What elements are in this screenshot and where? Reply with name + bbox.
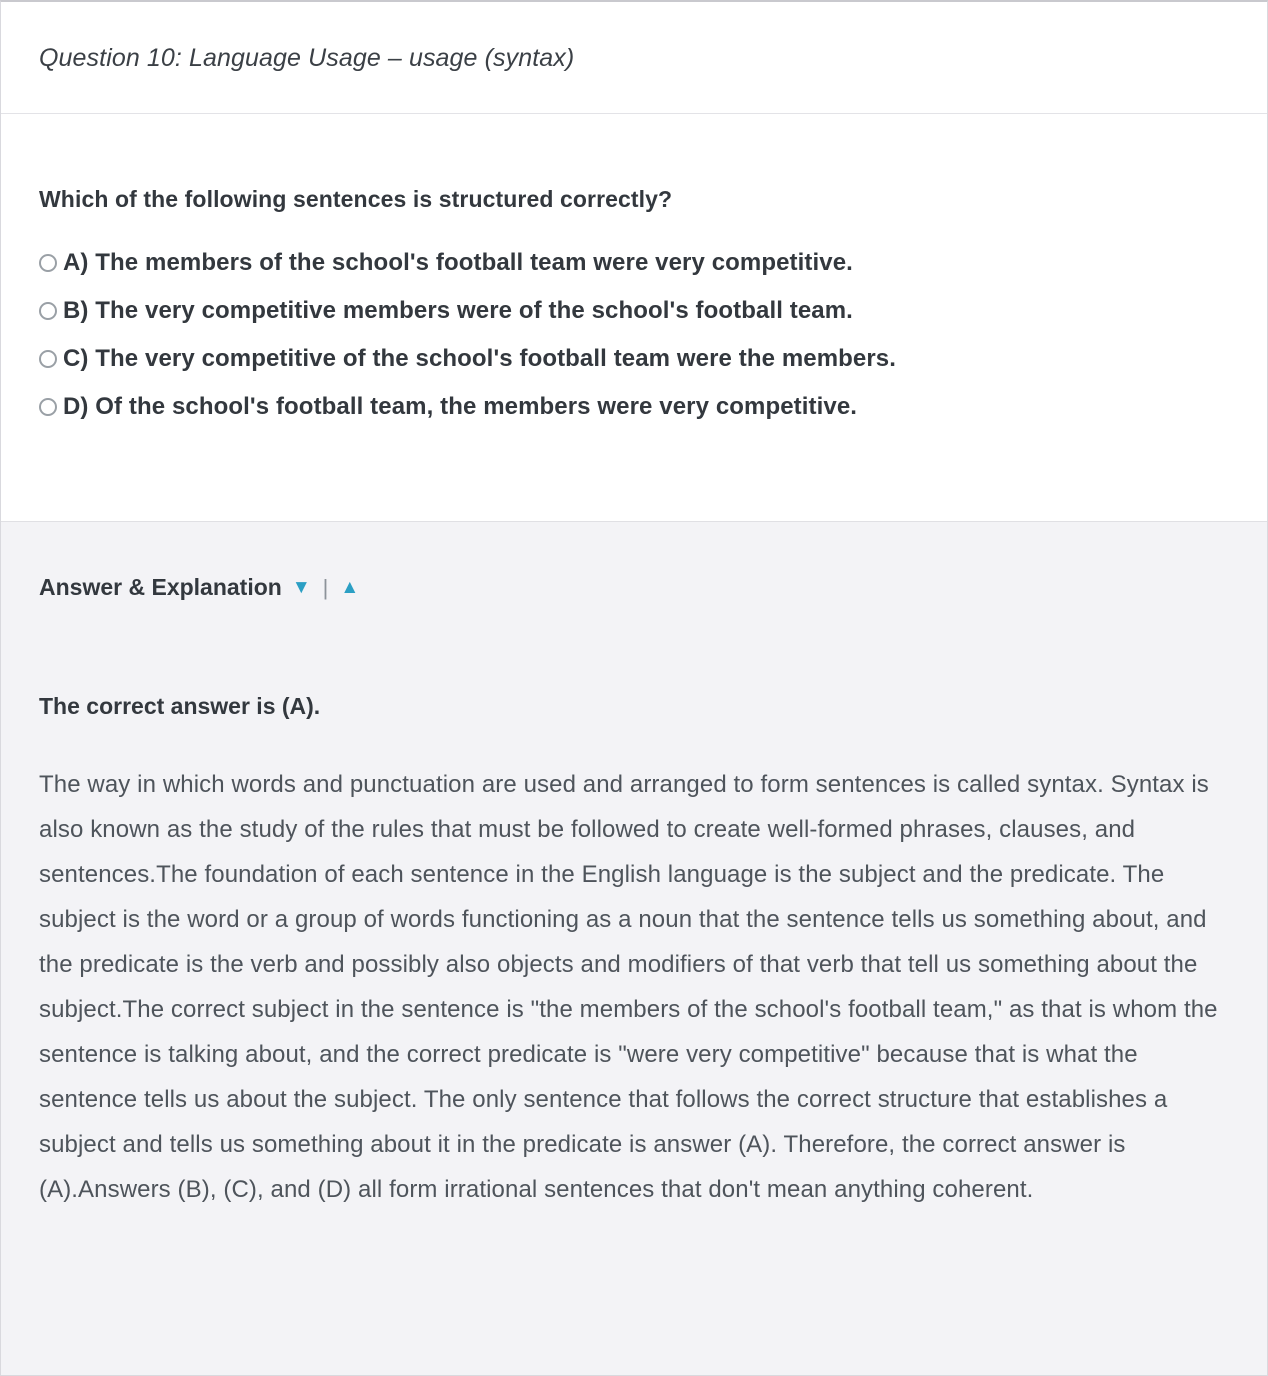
answer-heading-row [39,574,1229,601]
expand-answer-icon[interactable]: ▲ [340,577,360,598]
option-d[interactable] [39,383,1229,431]
radio-option-d-icon[interactable] [39,398,57,416]
option-a-label: A) The members of the school's football team were very competitive. [63,249,853,276]
option-d-label: D) Of the school's football team, the members were very competitive. [63,393,858,420]
question-title: Question 10: Language Usage – usage (syntax) [39,44,575,72]
radio-option-a-icon[interactable] [39,254,57,272]
collapse-answer-icon[interactable]: ▼ [291,577,311,598]
answer-heading: Answer & Explanation [39,574,282,600]
question-header [1,2,1267,114]
option-c-label: C) The very competitive of the school's football team were the members. [63,345,897,372]
radio-option-b-icon[interactable] [39,302,57,320]
answer-explanation: The way in which words and punctuation are used and arranged to form sentences is called syntax. Syntax is also known as the study of the rules that must be followed to create well-formed phrases, clauses, and sentences.The foundation of each sentence in the English language is the subject and the predicate. The subject is the word or a group of words functioning as a noun that the sentence tells us something about, and the predicate is the verb and possibly also objects and modifiers of that verb that tell us something about the subject.The correct subject in the sentence is "the members of the school's football team," as that is whom the sentence is talking about, and the correct predicate is "were very competitive" because that is what the sentence tells us about the subject. The only sentence that follows the correct structure that establishes a subject and tells us something about it in the predicate is answer (A). Therefore, the correct answer is (A).Answers (B), (C), and (D) all form irrational sentences that don't mean anything coherent. [39,771,1218,1203]
option-c[interactable] [39,335,1229,383]
question-prompt: Which of the following sentences is structured correctly? [39,186,673,212]
options-list [39,239,1229,431]
option-a[interactable] [39,239,1229,287]
question-section [1,114,1267,521]
option-b[interactable] [39,287,1229,335]
correct-answer-statement: The correct answer is (A). [39,693,321,719]
answer-section [1,521,1267,1375]
option-b-label: B) The very competitive members were of the school's football team. [63,297,853,324]
radio-option-c-icon[interactable] [39,350,57,368]
heading-separator: | [322,574,329,600]
